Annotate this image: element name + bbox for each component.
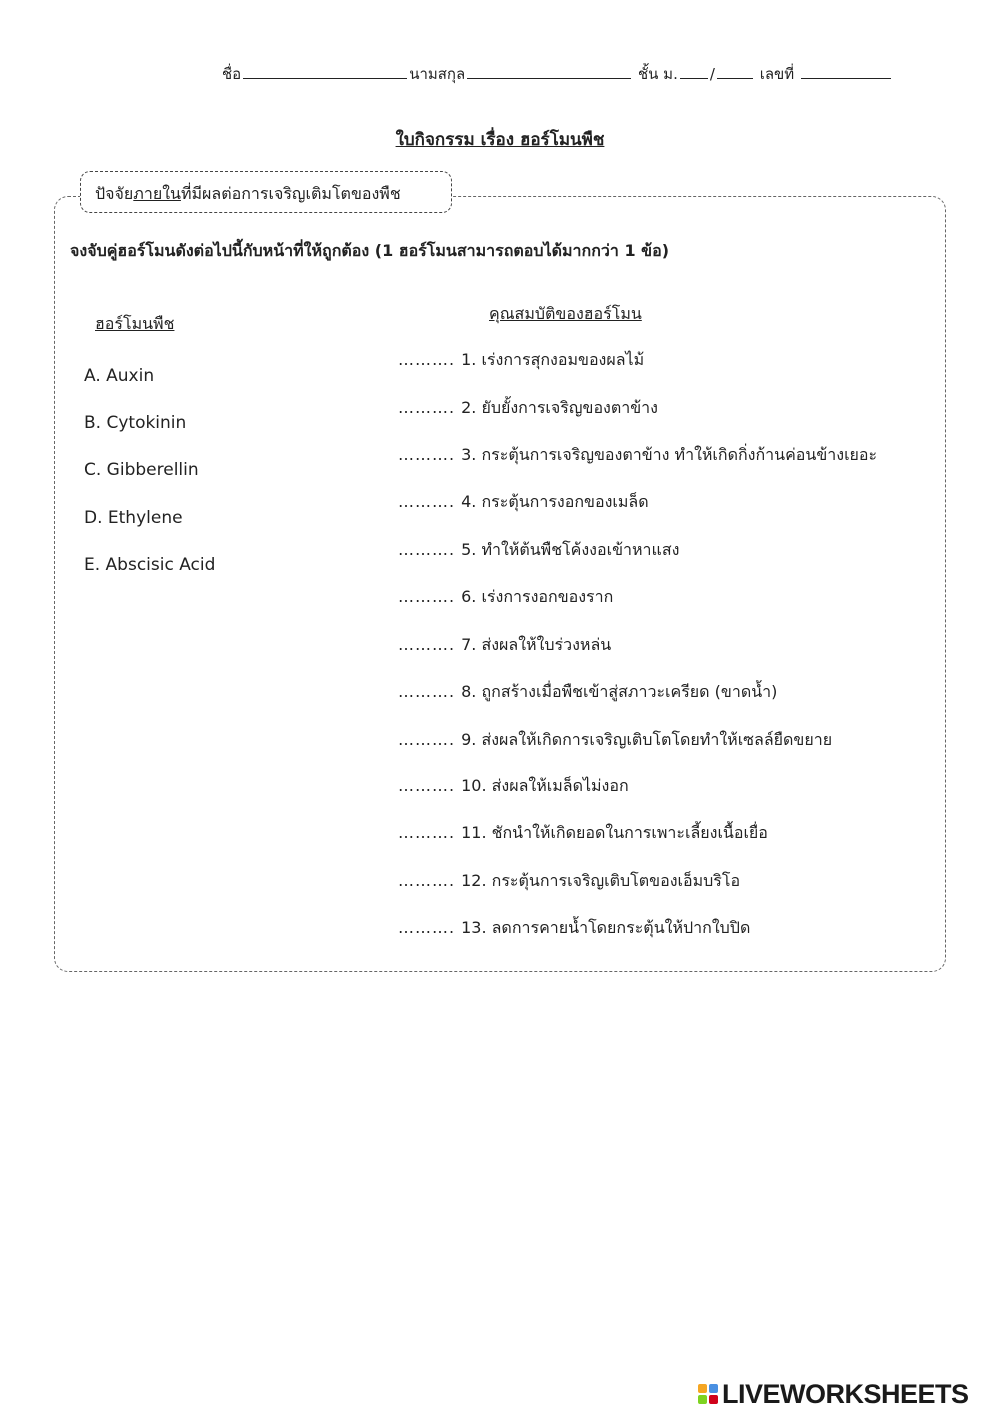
answer-blank[interactable]: ………. (398, 350, 456, 369)
property-row (398, 443, 877, 468)
property-row (398, 490, 649, 515)
answer-blank[interactable]: ………. (398, 587, 456, 606)
hormone-item: A. Auxin (84, 366, 155, 386)
hormone-item: B. Cytokinin (84, 413, 187, 433)
topic-tab (80, 171, 452, 213)
property-text: 4. กระตุ้นการงอกของเมล็ด (461, 492, 649, 511)
property-row (398, 538, 679, 563)
property-text: 6. เร่งการงอกของราก (461, 587, 614, 606)
property-text: 5. ทำให้ต้นพืชโค้งงอเข้าหาแสง (461, 540, 680, 559)
logo-square (709, 1384, 718, 1393)
hormone-item: E. Abscisic Acid (84, 555, 216, 575)
property-row (398, 821, 768, 846)
answer-blank[interactable]: ………. (398, 635, 456, 654)
logo-square (698, 1384, 707, 1393)
property-text: 1. เร่งการสุกงอมของผลไม้ (461, 350, 645, 369)
answer-blank[interactable]: ………. (398, 730, 456, 749)
answer-blank[interactable]: ………. (398, 776, 456, 795)
logo-icon (698, 1384, 718, 1404)
answer-blank[interactable]: ………. (398, 445, 456, 464)
answer-blank[interactable]: ………. (398, 823, 456, 842)
surname-label: นามสกุล (409, 65, 466, 83)
property-text: 11. ชักนำให้เกิดยอดในการเพาะเลี้ยงเนื้อเยื่อ (461, 823, 768, 842)
property-text: 2. ยับยั้งการเจริญของตาข้าง (461, 398, 658, 417)
name-field[interactable] (243, 64, 407, 79)
name-label: ชื่อ (222, 65, 242, 83)
properties-heading: คุณสมบัติของฮอร์โมน (489, 304, 642, 323)
property-row (398, 348, 644, 373)
logo-square (709, 1395, 718, 1404)
hormone-item: D. Ethylene (84, 508, 183, 528)
answer-blank[interactable]: ………. (398, 492, 456, 511)
topic-suffix: ที่มีผลต่อการเจริญเติมโตของพืช (180, 184, 401, 203)
property-row (398, 774, 629, 799)
property-text: 12. กระตุ้นการเจริญเติบโตของเอ็มบริโอ (461, 871, 741, 890)
topic-prefix: ปัจจัย (95, 184, 134, 203)
answer-blank[interactable]: ………. (398, 398, 456, 417)
property-text: 7. ส่งผลให้ใบร่วงหล่น (461, 635, 612, 654)
topic-underlined: ภายใน (133, 184, 181, 203)
property-text: 9. ส่งผลให้เกิดการเจริญเติบโตโดยทำให้เซลล์ยืดขยาย (461, 730, 833, 749)
student-info-line (222, 62, 922, 86)
class-separator: / (709, 65, 715, 83)
class-room-field[interactable] (717, 64, 753, 79)
class-level-field[interactable] (680, 64, 708, 79)
property-row (398, 916, 750, 941)
hormones-heading: ฮอร์โมนพืช (95, 314, 175, 333)
student-number-field[interactable] (801, 64, 891, 79)
surname-field[interactable] (467, 64, 631, 79)
answer-blank[interactable]: ………. (398, 682, 456, 701)
logo-text: LIVEWORKSHEETS (722, 1378, 969, 1409)
answer-blank[interactable]: ………. (398, 540, 456, 559)
answer-blank[interactable]: ………. (398, 871, 456, 890)
liveworksheets-logo (698, 1380, 969, 1408)
page-title: ใบกิจกรรม เรื่อง ฮอร์โมนพืช (395, 130, 605, 150)
property-text: 3. กระตุ้นการเจริญของตาข้าง ทำให้เกิดกิ่งก้านค่อนข้างเยอะ (461, 445, 878, 464)
property-row (398, 869, 740, 894)
property-text: 13. ลดการคายน้ำโดยกระตุ้นให้ปากใบปิด (461, 918, 751, 937)
instruction-text: จงจับคู่ฮอร์โมนดังต่อไปนี้กับหน้าที่ให้ถูกต้อง (1 ฮอร์โมนสามารถตอบได้มากกว่า 1 ข้อ) (70, 241, 670, 260)
property-text: 10. ส่งผลให้เมล็ดไม่งอก (461, 776, 629, 795)
property-text: 8. ถูกสร้างเมื่อพืชเข้าสู่สภาวะเครียด (ขาดน้ำ) (461, 682, 778, 701)
property-row (398, 396, 658, 421)
property-row (398, 728, 832, 753)
property-row (398, 633, 611, 658)
hormone-item: C. Gibberellin (84, 460, 199, 480)
answer-blank[interactable]: ………. (398, 918, 456, 937)
property-row (398, 585, 613, 610)
property-row (398, 680, 777, 705)
logo-square (698, 1395, 707, 1404)
number-label: เลขที่ (759, 65, 795, 83)
class-label: ชั้น ม. (637, 65, 678, 83)
